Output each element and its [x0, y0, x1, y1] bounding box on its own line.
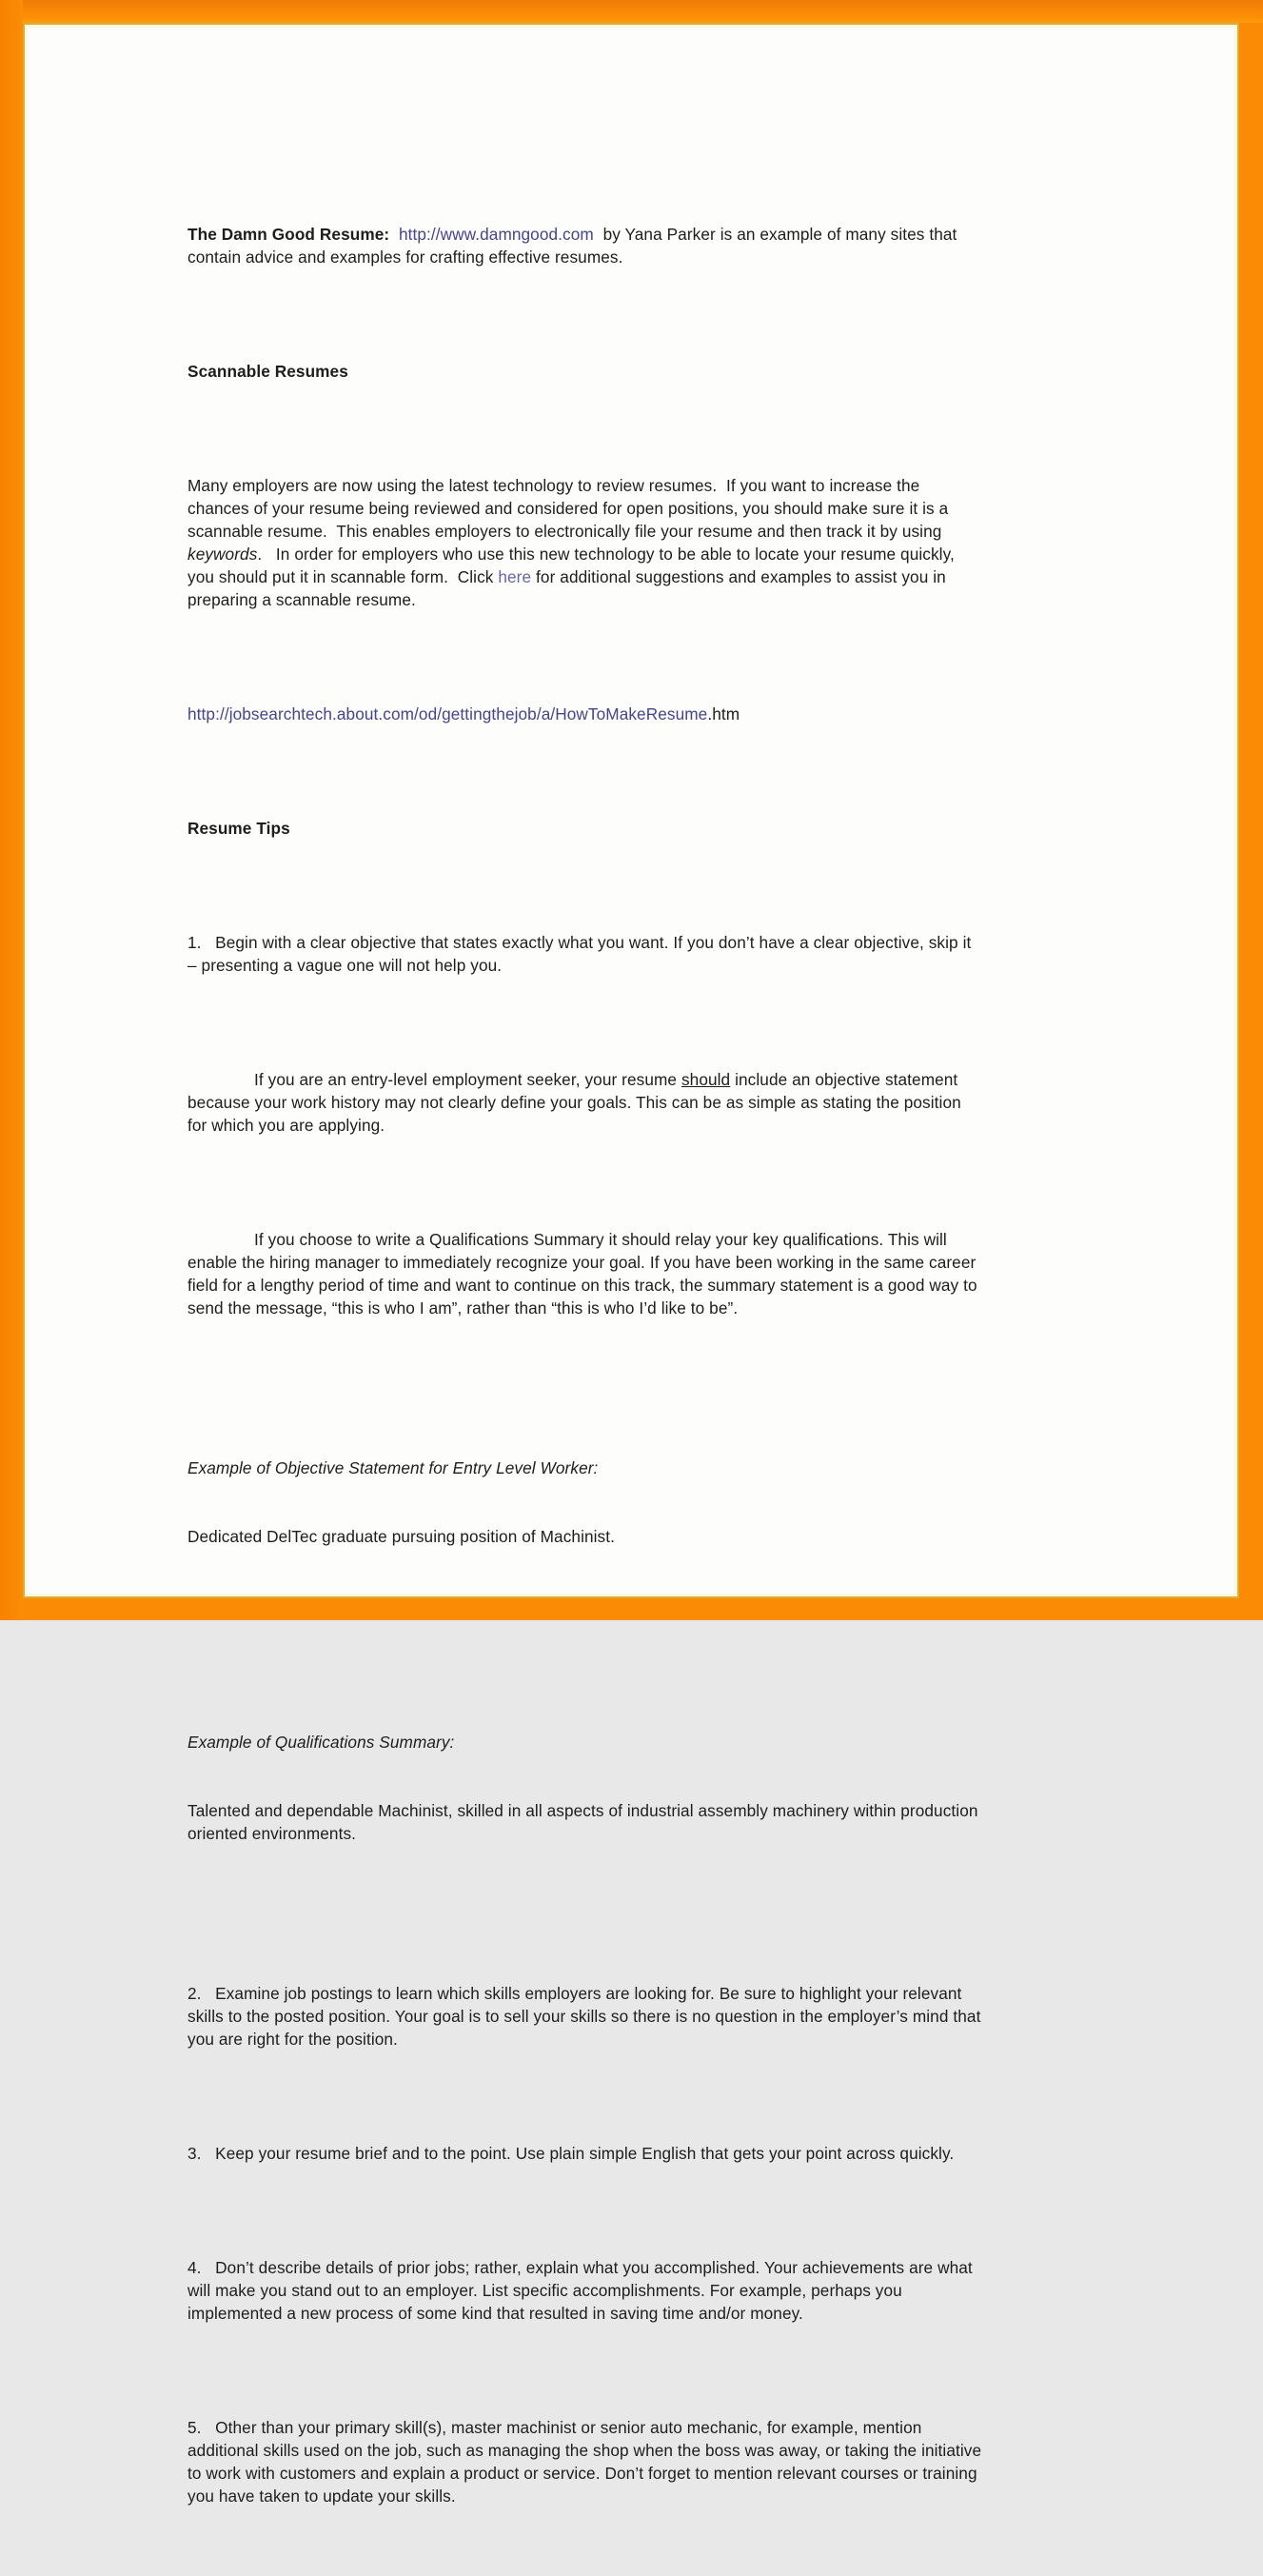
scannable-resumes-heading: Scannable Resumes	[187, 362, 348, 381]
jobsearchtech-url-paragraph	[187, 703, 983, 725]
example-objective-block	[187, 1411, 983, 1594]
scannable-body-3: for additional suggestions and examples to assist you in preparing a scannable resume.	[187, 567, 951, 609]
scannable-body-2: . In order for employers who use this new technology to be able to locate your resume quickly, you should put it in scannable form. Click	[187, 545, 959, 586]
url-suffix: .htm	[707, 704, 740, 723]
intro-separator	[389, 225, 399, 244]
resume-tips-heading: Resume Tips	[187, 819, 290, 838]
page-inner-edge	[25, 25, 1237, 2506]
should-underlined: should	[681, 1070, 731, 1089]
jobsearchtech-url-link[interactable]: http://jobsearchtech.about.com/od/gettingthejob/a/HowToMakeResume	[187, 704, 708, 723]
tip-5: 5. Other than your primary skill(s), master machinist or senior auto mechanic, for example, mention additional skills used on the job, such as managing the shop when the boss was away, or taking the initiative to work with customers and explain a product or service. Don’t forget to mention relevant courses or training you have taken to update your skills.	[187, 2418, 987, 2506]
example-objective-label: Example of Objective Statement for Entry Level Worker:	[187, 1458, 599, 1477]
tip-4: 4. Don’t describe details of prior jobs; rather, explain what you accomplished. Your achievements are what will make you stand out to an employer. List specific accomplishments. For example, perhaps you implemented a new process of some kind that resulted in saving time and/or money.	[187, 2258, 977, 2323]
tip-1: 1. Begin with a clear objective that states exactly what you want. If you don’t have a clear objective, skip it – presenting a vague one will not help you.	[187, 933, 977, 975]
tip-1-objective-note	[187, 1068, 983, 1137]
orange-border-left	[0, 0, 23, 1620]
document-page	[23, 23, 1239, 2506]
scannable-paragraph	[187, 474, 983, 611]
intro-title: The Damn Good Resume:	[187, 225, 390, 244]
tip-3: 3. Keep your resume brief and to the point. Use plain simple English that gets your point across quickly.	[187, 2144, 955, 2163]
tip-2: 2. Examine job postings to learn which skills employers are looking for. Be sure to highlight your relevant skills to the posted position. Your goal is to sell your skills so there is no question in the employer’s mind that you are right for the position.	[187, 1984, 986, 2049]
example-qualifications-text: Talented and dependable Machinist, skilled in all aspects of industrial assembly machinery within production oriented environments.	[187, 1801, 983, 1843]
example-qualifications-label: Example of Qualifications Summary:	[187, 1733, 455, 1752]
intro-rest: by Yana Parker is an example of many sites that contain advice and examples for crafting effective resumes.	[187, 225, 962, 267]
page-content	[187, 154, 987, 2576]
tip-1-sub1-pre: If you are an entry-level employment seeker, your resume	[254, 1070, 681, 1089]
tip-1-sub1-post: include an objective statement because your work history may not clearly define your goals. This can be as simple as stating the position for which you are applying.	[187, 1070, 966, 1135]
intro-paragraph	[187, 223, 983, 268]
orange-border-top	[0, 0, 1263, 23]
keywords-italic: keywords	[187, 545, 258, 564]
here-link[interactable]: here	[498, 567, 532, 586]
tip-1-summary-note: If you choose to write a Qualifications Summary it should relay your key qualifications. This will enable the hiring manager to immediately recognize your goal. If you have been working in the same career field for a lengthy period of time and want to continue on this track, the summary statement is a good way to send the message, “this is who I am”, rather than “this is who I’d like to be”.	[187, 1230, 982, 1318]
scannable-body-1: Many employers are now using the latest technology to review resumes. If you want to increase the chances of your resume being reviewed and considered for open positions, you should make sure it is a scannable resume. This enables employers to electronically file your resume and then track it by using	[187, 476, 954, 541]
damngood-url-link[interactable]: http://www.damngood.com	[398, 225, 594, 244]
example-objective-text: Dedicated DelTec graduate pursuing position of Machinist.	[187, 1527, 616, 1546]
example-qualifications-block	[187, 1685, 983, 1891]
